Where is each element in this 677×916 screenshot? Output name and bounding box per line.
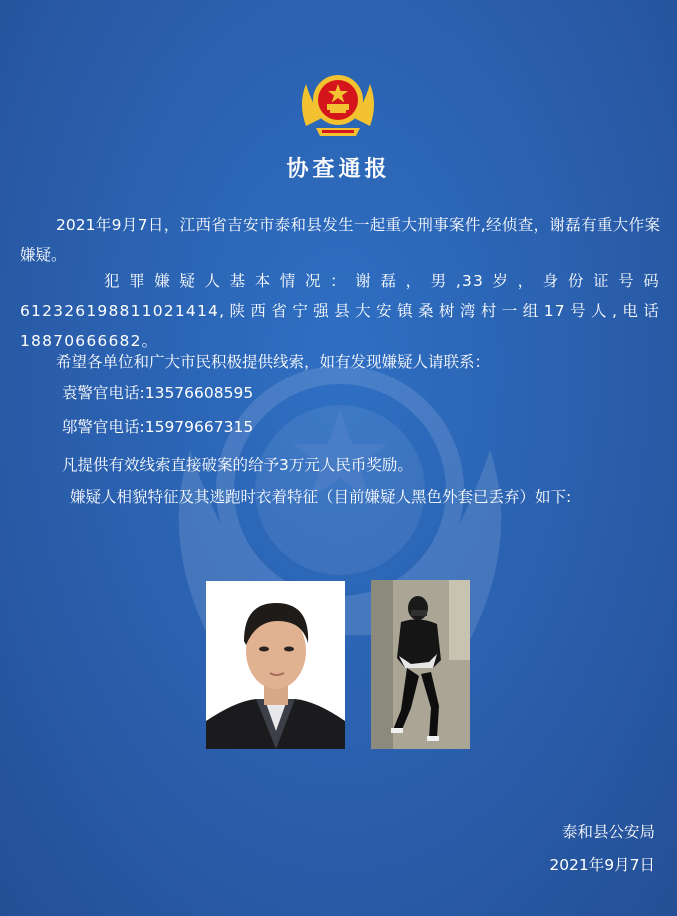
surveillance-icon: [371, 580, 470, 749]
contact-yuan: 袁警官电话:13576608595: [62, 384, 254, 402]
issue-date: 2021年9月7日: [549, 856, 655, 874]
case-intro-paragraph: 2021年9月7日，江西省吉安市泰和县发生一起重大刑事案件,经侦查，谢磊有重大作案嫌疑。: [20, 216, 660, 264]
page-title: 协查通报: [286, 157, 391, 182]
suspect-info-paragraph: 犯罪嫌疑人基本情况：谢磊，男,33岁，身份证号码612326198811021414,陕西省宁强县大安镇桑树湾村一组17号人,电话18870666682。: [20, 272, 660, 350]
suspect-surveillance-photo: [371, 580, 470, 749]
issuing-agency: 泰和县公安局: [561, 823, 655, 841]
suspect-portrait-photo: [206, 581, 345, 749]
police-emblem-icon: [298, 64, 378, 144]
appeal-paragraph: 希望各单位和广大市民积极提供线索，如有发现嫌疑人请联系：: [56, 353, 491, 371]
portrait-icon: [206, 581, 345, 749]
reward-text: 凡提供有效线索直接破案的给予3万元人民币奖励。: [62, 456, 413, 474]
appearance-paragraph: 嫌疑人相貌特征及其逃跑时衣着特征（目前嫌疑人黑色外套已丢弃）如下:: [70, 488, 572, 506]
contact-wu: 邬警官电话:15979667315: [62, 418, 254, 436]
